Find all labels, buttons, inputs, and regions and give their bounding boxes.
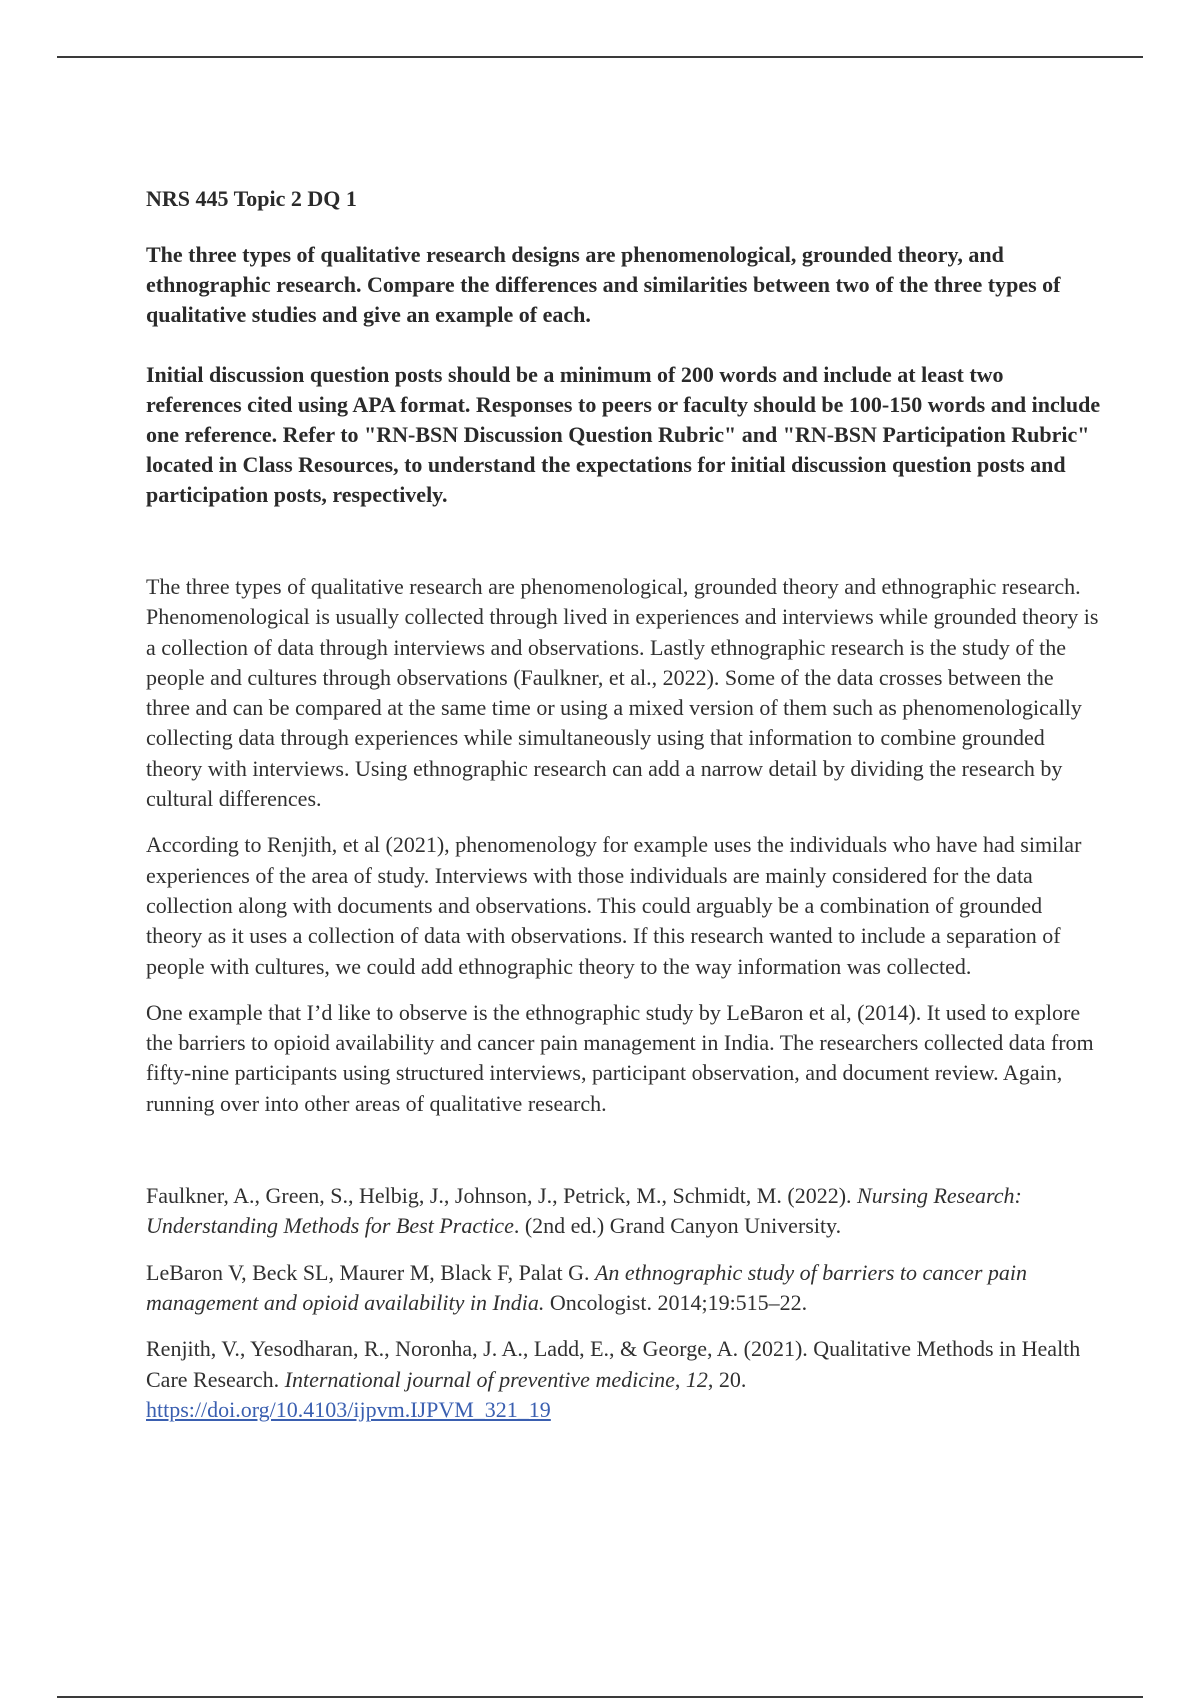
reference-faulkner — [146, 1181, 1101, 1242]
response-paragraph-1: The three types of qualitative research are phenomenological, grounded theory and ethnographic research. Phenomenological is usually collected through lived in experiences and interviews while grounded theory is a collection of data through interviews and observations. Lastly ethnographic research is the study of the people and cultures through observations (Faulkner, et al., 2022). Some of the data crosses between the three and can be compared at the same time or using a mixed version of them such as phenomenologically collecting data through experiences while simultaneously using that information to combine grounded theory with interviews. Using ethnographic research can add a narrow detail by dividing the research by cultural differences. — [146, 574, 1099, 812]
reference-renjith — [146, 1334, 1101, 1425]
response-paragraph-2: According to Renjith, et al (2021), phenomenology for example uses the individuals who have had similar experiences of the area of study. Interviews with those individuals are mainly considered for the data collection along with documents and observations. This could arguably be a combination of grounded theory as it uses a collection of data with observations. If this research wanted to include a separation of people with cultures, we could add ethnographic theory to the way information was collected. — [146, 832, 1082, 979]
reference-lebaron-journal: Oncologist. 2014;19:515–22. — [544, 1289, 808, 1315]
document-body — [146, 184, 1101, 1441]
prompt-question: The three types of qualitative research designs are phenomenological, grounded theory, and ethnographic research. Compare the differences and similarities between two of the three types of qualitative studies and give an example of each. — [146, 242, 1061, 327]
reference-renjith-journal: International journal of preventive medicine — [284, 1366, 675, 1392]
bottom-rule — [57, 1696, 1143, 1698]
reference-faulkner-publisher: . (2nd ed.) Grand Canyon University. — [513, 1213, 842, 1239]
prompt-instructions: Initial discussion question posts should be a minimum of 200 words and include at least two references cited using APA format. Responses to peers or faculty should be 100-150 words and include one reference. Refer to "RN-BSN Discussion Question Rubric" and "RN-BSN Participation Rubric" located in Class Resources, to understand the expectations for initial discussion question posts and participation posts, respectively. — [146, 362, 1101, 507]
response-paragraph-3: One example that I’d like to observe is the ethnographic study by LeBaron et al, (2014). It used to explore the barriers to opioid availability and cancer pain management in India. The researchers collected data from fifty-nine participants using structured interviews, participant observation, and document review. Again, running over into other areas of qualitative research. — [146, 999, 1094, 1116]
reference-lebaron — [146, 1258, 1101, 1319]
reference-renjith-authors: Renjith, V., Yesodharan, R., Noronha, J. A., Ladd, E., & George, A. (2021). Qualitative Methods in Health Care Research. — [146, 1336, 1081, 1392]
page-title: NRS 445 Topic 2 DQ 1 — [146, 186, 357, 211]
reference-lebaron-title: An ethnographic study of barriers to cancer pain management and opioid availability in India. — [146, 1259, 1027, 1315]
reference-faulkner-authors: Faulkner, A., Green, S., Helbig, J., Johnson, J., Petrick, M., Schmidt, M. (2022). — [146, 1183, 858, 1209]
reference-faulkner-title: Nursing Research: Understanding Methods for Best Practice — [146, 1183, 1022, 1239]
reference-lebaron-authors: LeBaron V, Beck SL, Maurer M, Black F, Palat G. — [146, 1259, 595, 1285]
reference-renjith-doi-link[interactable]: https://doi.org/10.4103/ijpvm.IJPVM_321_19 — [146, 1396, 551, 1422]
reference-renjith-separator: , — [674, 1366, 686, 1392]
reference-renjith-pages: , 20. — [707, 1366, 747, 1392]
reference-renjith-volume: 12 — [685, 1366, 708, 1392]
top-rule — [57, 56, 1143, 58]
